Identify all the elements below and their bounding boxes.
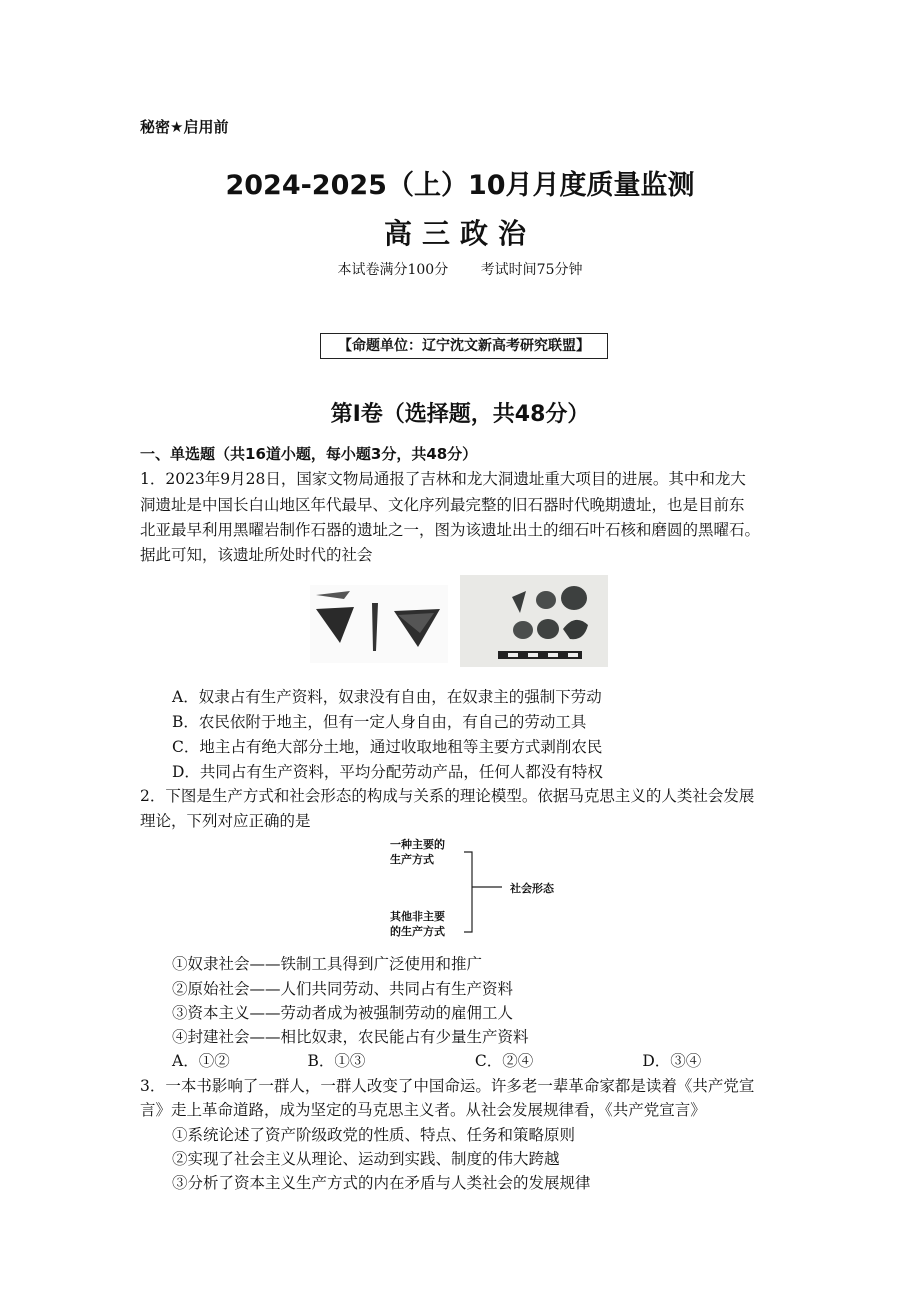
exam-subject: 高三政治 — [383, 217, 536, 250]
q1-option-c: C．地主占有绝大部分土地，通过收取地租等主要方式剥削农民 — [172, 738, 603, 756]
q2-item: ②原始社会——人们共同劳动、共同占有生产资料 — [172, 980, 514, 998]
q1-line: 洞遗址是中国长白山地区年代最早、文化序列最完整的旧石器时代晚期遗址，也是目前东 — [140, 496, 745, 514]
section-title: 第Ⅰ卷（选择题，共48分） — [330, 402, 590, 427]
diagram-top-label-1: 一种主要的 — [390, 838, 445, 851]
q2-choice-c: C．②④ — [474, 1052, 534, 1070]
section-heading: 一、单选题（共16道小题，每小题3分，共48分） — [140, 445, 478, 463]
q2-choice-b: B．①③ — [307, 1052, 366, 1070]
q2-item: ①奴隶社会——铁制工具得到广泛使用和推广 — [172, 955, 483, 973]
q1-line: 1．2023年9月28日，国家文物局通报了吉林和龙大洞遗址重大项目的进展。其中和龙大 — [140, 470, 746, 488]
q2-choice-d: D．③④ — [642, 1052, 702, 1070]
q3-line: 3．一本书影响了一群人，一群人改变了中国命运。许多老一辈革命家都是读着《共产党宣 — [140, 1077, 755, 1095]
q2-choice-a: A．①② — [172, 1052, 230, 1070]
q2-line: 2．下图是生产方式和社会形态的构成与关系的理论模型。依据马克思主义的人类社会发展 — [140, 787, 755, 805]
q2-item: ④封建社会——相比奴隶，农民能占有少量生产资料 — [172, 1028, 529, 1046]
stone-cores-image — [310, 585, 448, 663]
diagram-right-label: 社会形态 — [510, 882, 554, 895]
diagram-top-label-2: 生产方式 — [390, 853, 434, 866]
diagram-bottom-label-2: 的生产方式 — [390, 925, 445, 938]
diagram-bottom-label-1: 其他非主要 — [390, 910, 445, 923]
q2-choices — [172, 1049, 732, 1071]
q2-line: 理论，下列对应正确的是 — [140, 812, 311, 830]
obsidian-stones-image — [460, 575, 608, 667]
q2-item: ③资本主义——劳动者成为被强制劳动的雇佣工人 — [172, 1004, 514, 1022]
mode-of-production-diagram — [380, 832, 610, 942]
q1-line: 北亚最早利用黑曜岩制作石器的遗址之一，图为该遗址出土的细石叶石核和磨圆的黑曜石。 — [140, 521, 761, 539]
q3-line: 言》走上革命道路，成为坚定的马克思主义者。从社会发展规律看，《共产党宣言》 — [140, 1101, 706, 1119]
exam-title: 2024-2025（上）10月月度质量监测 — [225, 170, 695, 201]
q1-option-d: D．共同占有生产资料，平均分配劳动产品，任何人都没有特权 — [172, 763, 603, 781]
q3-item: ③分析了资本主义生产方式的内在矛盾与人类社会的发展规律 — [172, 1174, 591, 1192]
q1-option-b: B．农民依附于地主，但有一定人身自由，有自己的劳动工具 — [172, 713, 587, 731]
q3-item: ①系统论述了资产阶级政党的性质、特点、任务和策略原则 — [172, 1126, 576, 1144]
q1-line: 据此可知，该遗址所处时代的社会 — [140, 546, 373, 564]
exam-duration: 考试时间75分钟 — [480, 262, 583, 278]
q1-option-a: A．奴隶占有生产资料，奴隶没有自由，在奴隶主的强制下劳动 — [172, 688, 602, 706]
authoring-unit: 【命题单位：辽宁沈文新高考研究联盟】 — [320, 333, 608, 359]
exam-info — [0, 259, 920, 279]
confidentiality-label: 秘密★启用前 — [140, 118, 229, 136]
q3-item: ②实现了社会主义从理论、运动到实践、制度的伟大跨越 — [172, 1150, 560, 1168]
full-score: 本试卷满分100分 — [337, 262, 449, 278]
